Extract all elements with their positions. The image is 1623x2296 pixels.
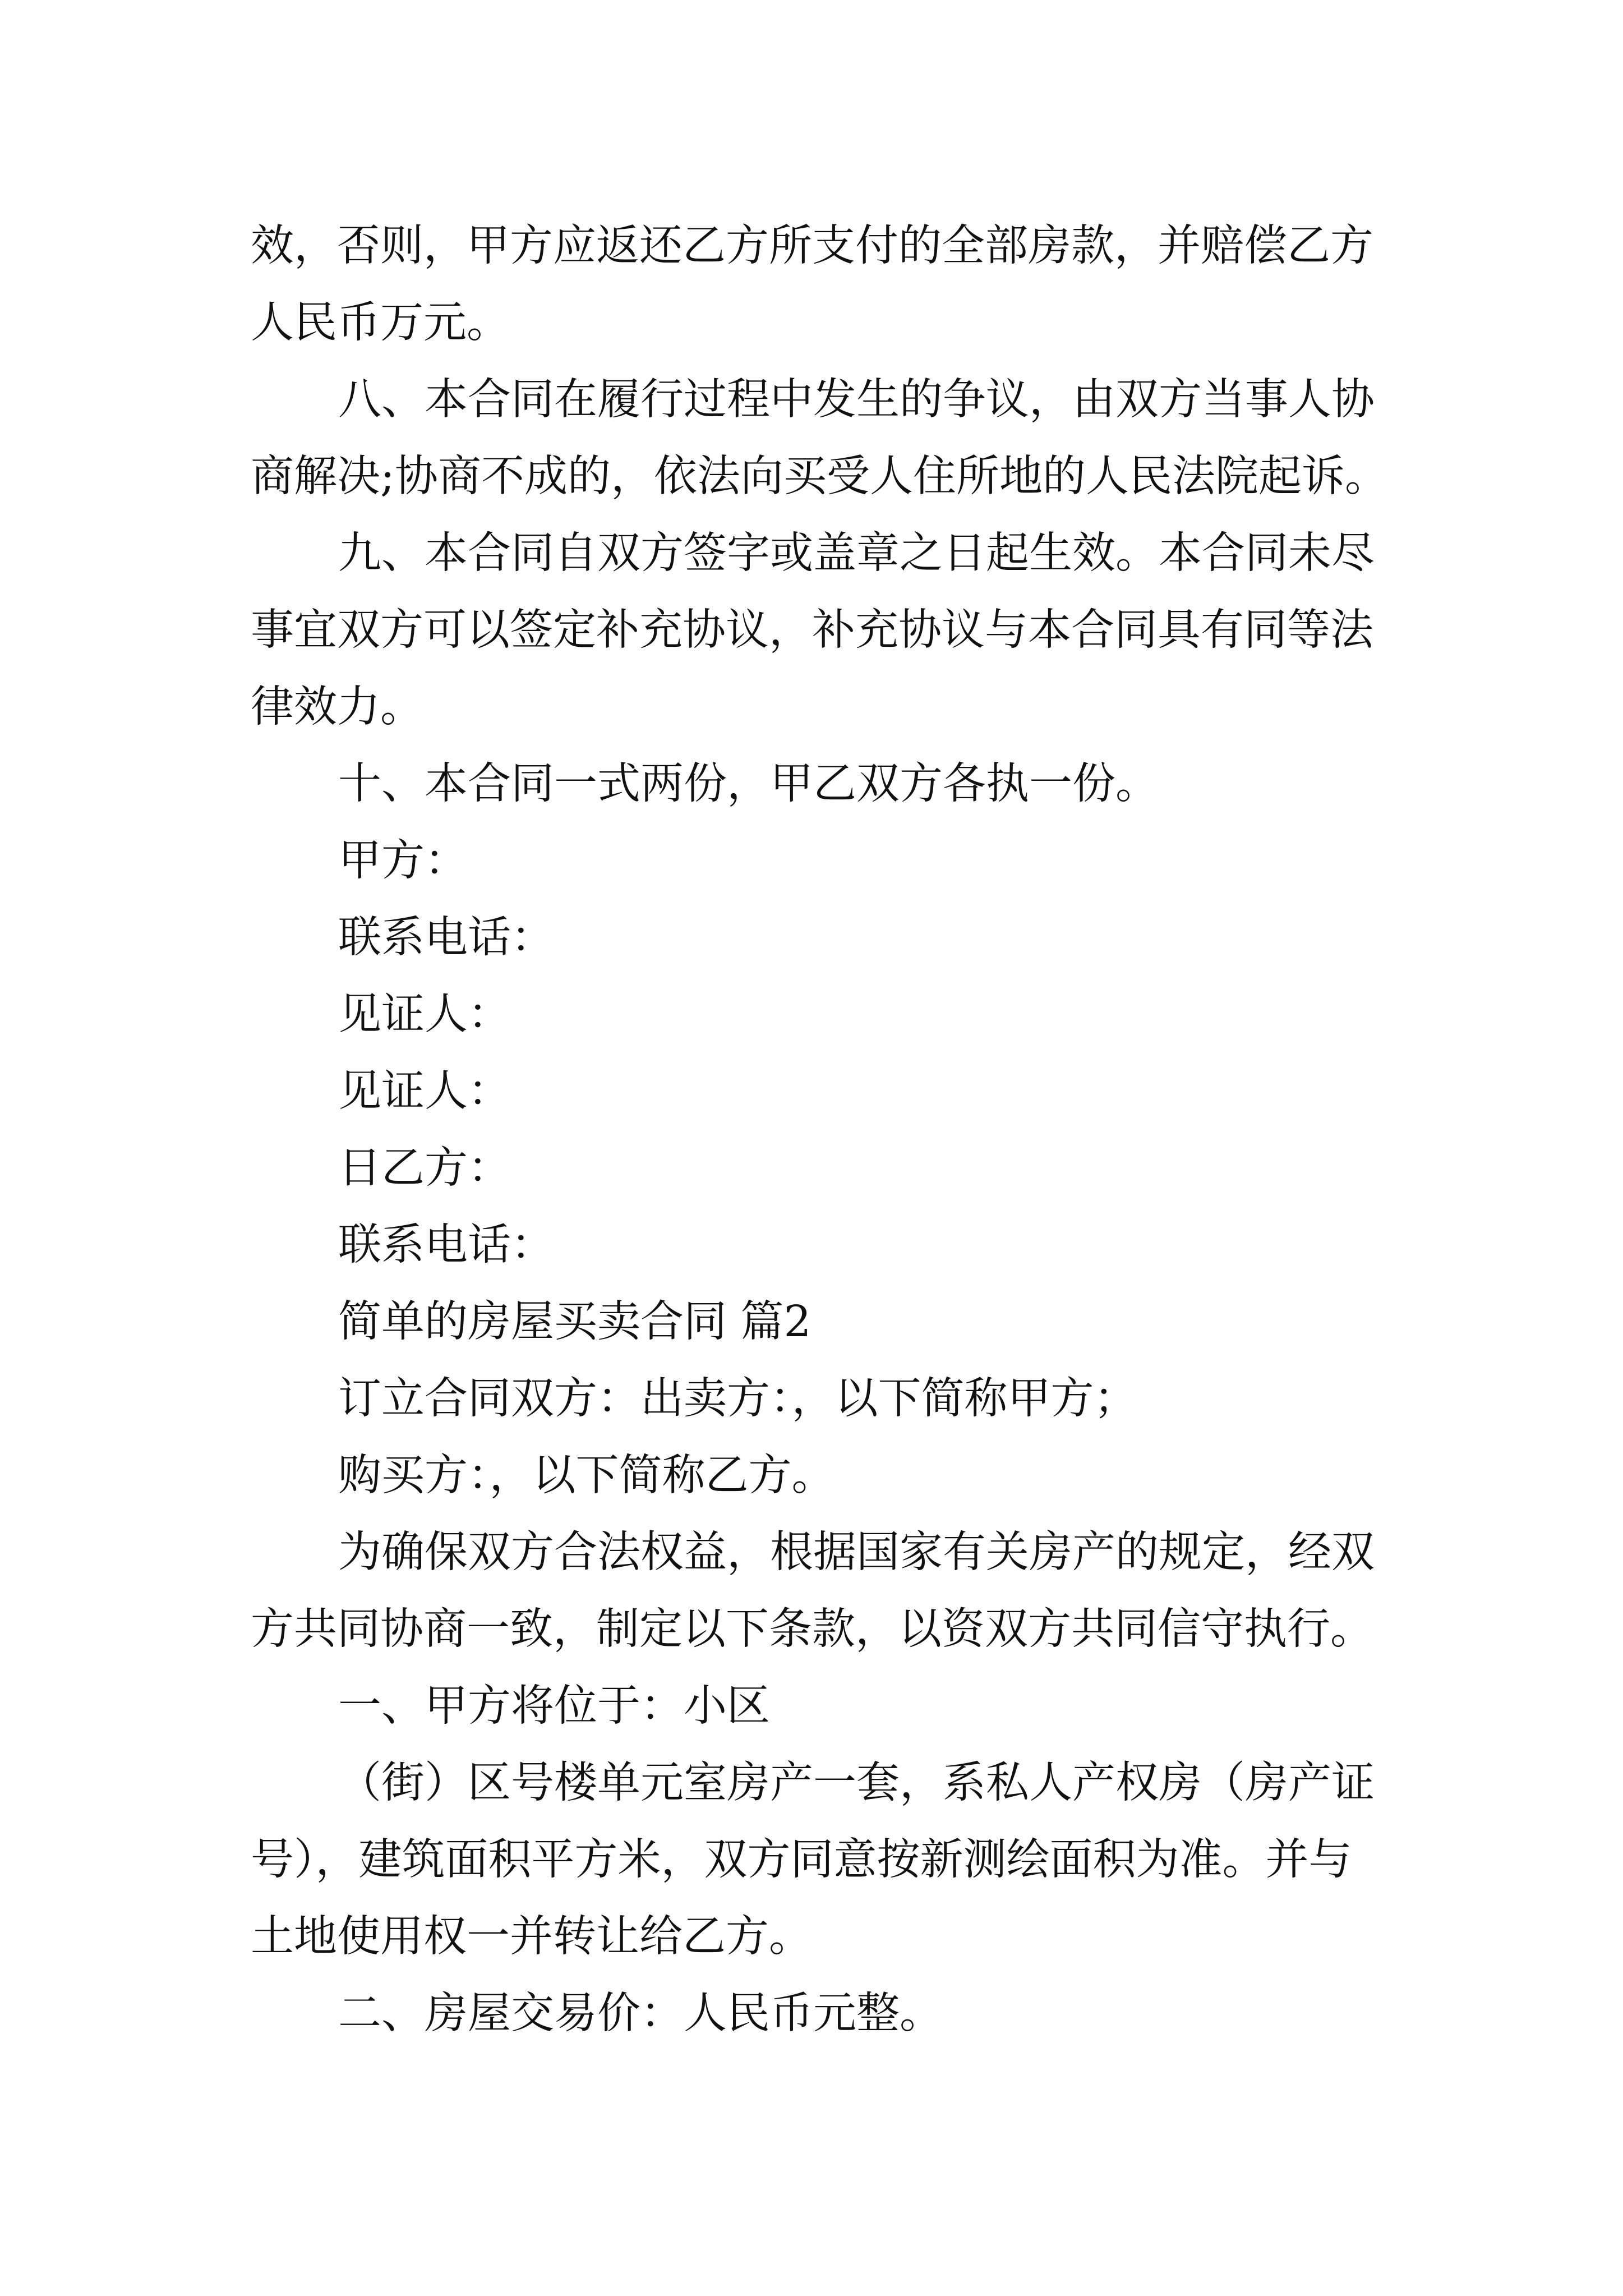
text-line: 日乙方： <box>338 1143 511 1193</box>
clause-9 <box>251 515 1440 746</box>
contact-phone-label <box>251 1207 1440 1283</box>
text-line: 号），建筑面积平方米，双方同意按新测绘面积为准。并与 <box>251 1835 1352 1885</box>
witness-label <box>251 1053 1440 1130</box>
text-line: 律效力。 <box>251 682 423 732</box>
text-line: 事宜双方可以签定补充协议，补充协议与本合同具有同等法 <box>251 605 1373 655</box>
section-heading <box>251 1283 1440 1360</box>
text-line: 简单的房屋买卖合同 篇2 <box>338 1297 811 1347</box>
text-line: 二、房屋交易价：人民币元整。 <box>338 1989 943 2039</box>
text-line: 见证人： <box>338 1066 511 1116</box>
contracting-parties-line <box>251 1360 1440 1437</box>
preamble-paragraph <box>251 1514 1440 1668</box>
party-b-label <box>251 1130 1440 1207</box>
text-line: 八、本合同在履行过程中发生的争议，由双方当事人协 <box>338 375 1375 425</box>
contact-phone-label <box>251 899 1440 976</box>
text-line: 九、本合同自双方签字或盖章之日起生效。本合同未尽 <box>338 528 1375 578</box>
buyer-line <box>251 1437 1440 1514</box>
clause-8 <box>251 361 1440 515</box>
text-line: （街）区号楼单元室房产一套，系私人产权房（房产证 <box>338 1758 1375 1808</box>
witness-label <box>251 976 1440 1053</box>
text-line: 订立合同双方：出卖方：，以下简称甲方； <box>338 1374 1137 1424</box>
party-a-label <box>251 822 1440 899</box>
paragraph-continuation <box>251 208 1440 361</box>
text-line: 十、本合同一式两份，甲乙双方各执一份。 <box>338 759 1159 809</box>
text-line: 商解决;协商不成的，依法向买受人住所地的人民法院起诉。 <box>251 452 1388 501</box>
text-line: 方共同协商一致，制定以下条款，以资双方共同信守执行。 <box>251 1604 1373 1654</box>
clause-2 <box>251 1975 1440 2052</box>
text-line: 为确保双方合法权益，根据国家有关房产的规定，经双 <box>338 1527 1375 1577</box>
clause-1-continued <box>251 1745 1440 1975</box>
text-line: 一、甲方将位于：小区 <box>338 1681 770 1731</box>
text-line: 联系电话： <box>338 1220 554 1270</box>
text-line: 见证人： <box>338 990 511 1039</box>
text-line: 购买方：，以下简称乙方。 <box>338 1451 835 1501</box>
text-line: 土地使用权一并转让给乙方。 <box>251 1912 812 1962</box>
text-line: 甲方： <box>338 836 468 886</box>
document-body <box>251 208 1440 2052</box>
text-line: 联系电话： <box>338 913 554 963</box>
text-line: 人民币万元。 <box>251 298 510 348</box>
text-line: 效，否则，甲方应返还乙方所支付的全部房款，并赔偿乙方 <box>251 221 1373 271</box>
clause-1 <box>251 1668 1440 1745</box>
clause-10 <box>251 746 1440 822</box>
